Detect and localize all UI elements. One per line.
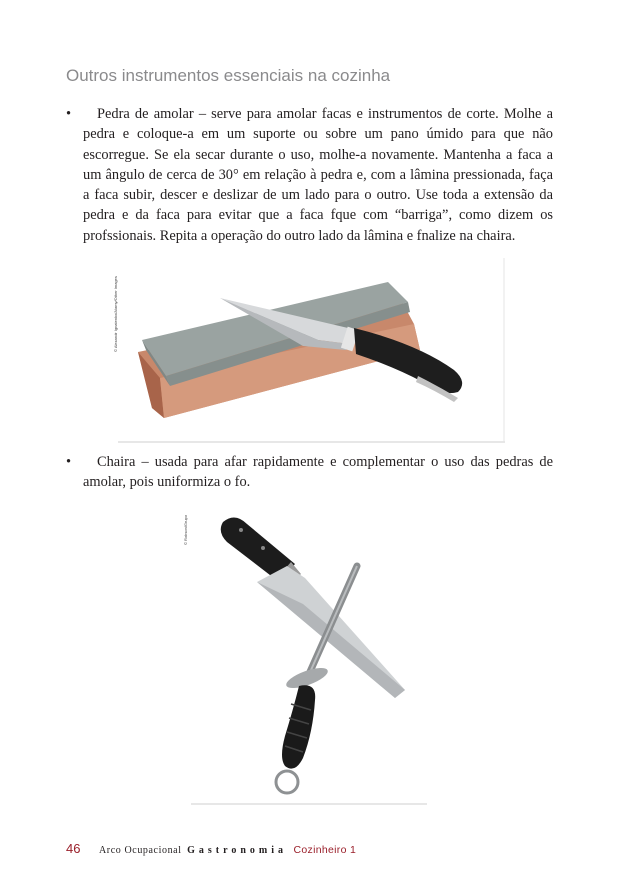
whetstone-photo [118, 258, 505, 444]
honing-steel-photo-credit: © Robson/Grupo [183, 514, 188, 545]
bullet-1: • [66, 106, 72, 122]
footer-series: Arco Ocupacional [98, 845, 182, 856]
page-footer [66, 841, 356, 856]
page-number: 46 [66, 841, 81, 856]
whetstone-photo-credit: © Alexandr Ignatenko/Alamy/Other Images [113, 276, 118, 352]
honing-steel-paragraph: Chaira – usada para afar rapidamente e complementar o uso das pedras de amolar, pois uniformiza o fo. [83, 454, 553, 491]
whetstone-paragraph: Pedra de amolar – serve para amolar facas e instrumentos de corte. Molhe a pedra e coloque-a em um suporte ou sobre um pano úmido para que não escorregue. Se ela secar durante o uso, molhe-a novamente. Mantenha a faca a um ângulo de cerca de 30° em relação à pedra e, com a lâmina pressionada, faça a faca subir, descer e deslizar de um lado para o outro. Use toda a extensão da pedra e da faca para evitar que a faca fque com “barriga”, como dizem os profssionais. Repita a operação do outro lado da lâmina e fnalize na chaira. [83, 106, 553, 244]
honing-steel-photo [191, 504, 427, 805]
section-heading: Outros instrumentos essenciais na cozinha [66, 66, 391, 85]
footer-subject: Gastronomia [187, 845, 288, 856]
footer-course: Cozinheiro 1 [293, 844, 357, 856]
bullet-2: • [66, 454, 72, 470]
